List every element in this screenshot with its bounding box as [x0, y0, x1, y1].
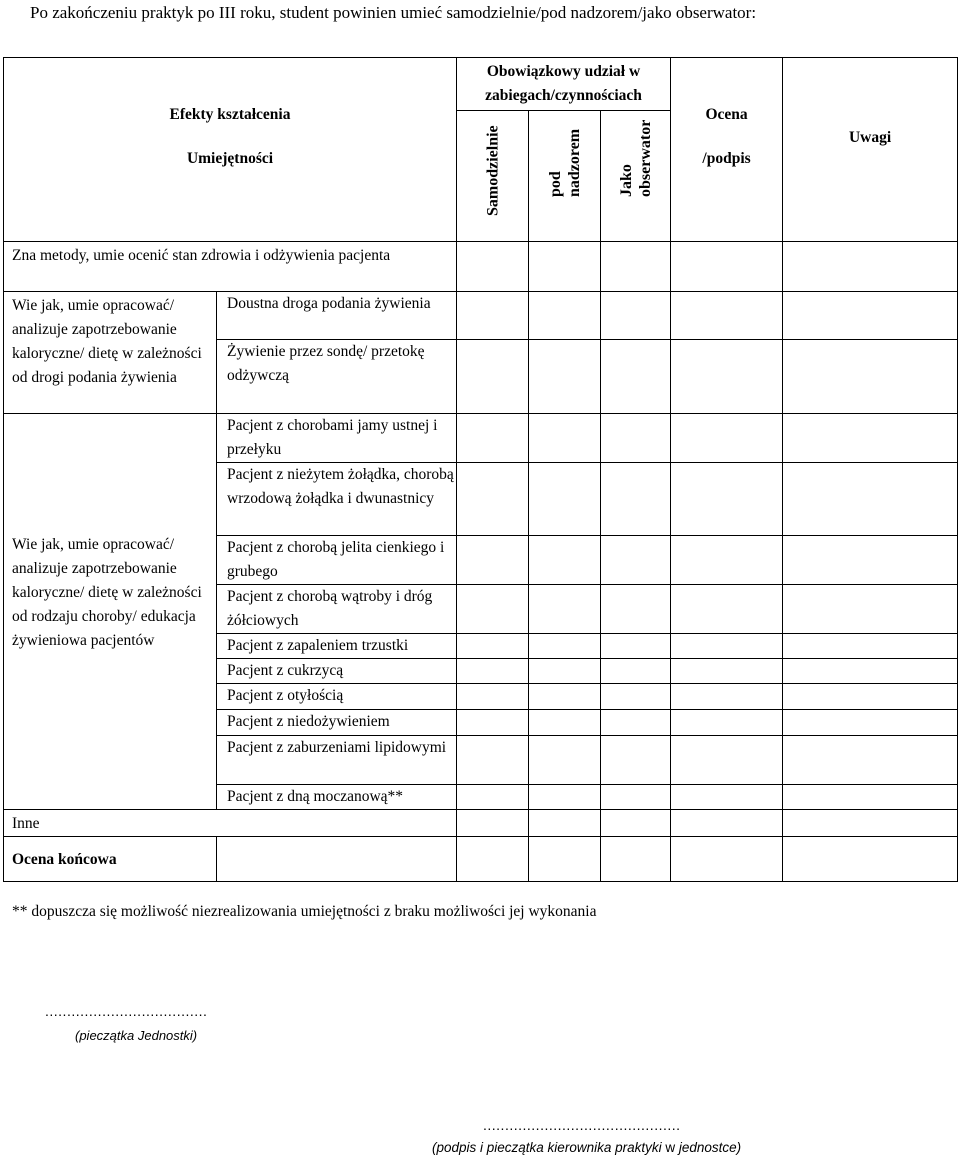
cell-ocena[interactable] [671, 414, 783, 463]
cell-jako-obserwator[interactable] [601, 634, 671, 659]
cell-samodzielnie[interactable] [457, 292, 529, 340]
cell-pod-nadzorem[interactable] [529, 684, 601, 710]
cell-pod-nadzorem[interactable] [529, 340, 601, 414]
row-ocena-koncowa: Ocena końcowa [4, 837, 217, 882]
cell-ocena[interactable] [671, 659, 783, 684]
row-zna-metody: Zna metody, umie ocenić stan zdrowia i odżywienia pacjenta [4, 242, 457, 292]
cell-uwagi[interactable] [783, 414, 958, 463]
cell-pod-nadzorem[interactable] [529, 463, 601, 536]
cell-jako-obserwator[interactable] [601, 292, 671, 340]
cell-uwagi[interactable] [783, 292, 958, 340]
cell-jako-obserwator[interactable] [601, 340, 671, 414]
cell-jako-obserwator[interactable] [601, 837, 671, 882]
cell-uwagi[interactable] [783, 785, 958, 810]
cell-ocena[interactable] [671, 736, 783, 785]
header-efekty-label: Efekty kształcenia [169, 106, 291, 123]
cell-ocena[interactable] [671, 585, 783, 634]
cell-uwagi[interactable] [783, 634, 958, 659]
cell-pod-nadzorem[interactable] [529, 536, 601, 585]
signature-line-supervisor: ............................................. [483, 1117, 681, 1133]
row-group2-item: Pacjent z dną moczanową** [217, 785, 457, 810]
header-jako-obserwator-label: Jako obserwator [617, 119, 654, 197]
row-group2-item: Pacjent z zapaleniem trzustki [217, 634, 457, 659]
header-samodzielnie [457, 111, 529, 242]
row-group2-item: Pacjent z otyłością [217, 684, 457, 710]
row-group1-item: Żywienie przez sondę/ przetokę odżywczą [217, 340, 457, 414]
cell-samodzielnie[interactable] [457, 585, 529, 634]
cell-ocena[interactable] [671, 463, 783, 536]
row-group2-item: Pacjent z nieżytem żołądka, chorobą wrzodową żołądka i dwunastnicy [217, 463, 457, 536]
cell-pod-nadzorem[interactable] [529, 785, 601, 810]
header-jako-obserwator [601, 111, 671, 242]
cell-pod-nadzorem[interactable] [529, 710, 601, 736]
skills-table [3, 57, 958, 882]
cell-samodzielnie[interactable] [457, 785, 529, 810]
row-group2-item: Pacjent z chorobą wątroby i dróg żółciowych [217, 585, 457, 634]
cell-uwagi[interactable] [783, 837, 958, 882]
cell-pod-nadzorem[interactable] [529, 585, 601, 634]
cell-jako-obserwator[interactable] [601, 414, 671, 463]
cell-ocena[interactable] [671, 837, 783, 882]
cell-jako-obserwator[interactable] [601, 736, 671, 785]
cell-ocena[interactable] [671, 684, 783, 710]
cell-pod-nadzorem[interactable] [529, 242, 601, 292]
header-obowiazkowy: Obowiązkowy udział w zabiegach/czynnościach [457, 58, 671, 111]
cell-ocena[interactable] [671, 810, 783, 837]
cell-pod-nadzorem[interactable] [529, 414, 601, 463]
row-group2-item: Pacjent z zaburzeniami lipidowymi [217, 736, 457, 785]
cell-pod-nadzorem[interactable] [529, 736, 601, 785]
cell-jako-obserwator[interactable] [601, 659, 671, 684]
cell-samodzielnie[interactable] [457, 340, 529, 414]
row-group2-item: Pacjent z chorobą jelita cienkiego i grubego [217, 536, 457, 585]
cell-uwagi[interactable] [783, 463, 958, 536]
cell-samodzielnie[interactable] [457, 634, 529, 659]
cell-jako-obserwator[interactable] [601, 242, 671, 292]
cell-uwagi[interactable] [783, 242, 958, 292]
cell-uwagi[interactable] [783, 736, 958, 785]
row-group2-item: Pacjent z chorobami jamy ustnej i przełyku [217, 414, 457, 463]
cell-samodzielnie[interactable] [457, 242, 529, 292]
cell-uwagi[interactable] [783, 585, 958, 634]
header-pod-nadzorem [529, 111, 601, 242]
cell-jako-obserwator[interactable] [601, 536, 671, 585]
row-group2-item: Pacjent z cukrzycą [217, 659, 457, 684]
cell-uwagi[interactable] [783, 340, 958, 414]
page-heading: Po zakończeniu praktyk po III roku, student powinien umieć samodzielnie/pod nadzorem/jako obserwator: [30, 3, 757, 22]
cell-jako-obserwator[interactable] [601, 684, 671, 710]
footnote: ** dopuszcza się możliwość niezrealizowania umiejętności z braku możliwości jej wykonania [12, 903, 597, 920]
cell-uwagi[interactable] [783, 684, 958, 710]
header-ocena-label: Ocena [705, 106, 748, 123]
cell-samodzielnie[interactable] [457, 536, 529, 585]
header-umiejetnosci-label: Umiejętności [186, 150, 274, 167]
cell-samodzielnie[interactable] [457, 659, 529, 684]
header-ocena [671, 58, 783, 242]
cell-jako-obserwator[interactable] [601, 710, 671, 736]
cell-ocena[interactable] [671, 242, 783, 292]
cell-samodzielnie[interactable] [457, 837, 529, 882]
cell-uwagi[interactable] [783, 536, 958, 585]
cell-jako-obserwator[interactable] [601, 785, 671, 810]
cell-ocena[interactable] [671, 785, 783, 810]
cell-ocena[interactable] [671, 710, 783, 736]
cell-pod-nadzorem[interactable] [529, 810, 601, 837]
cell-samodzielnie[interactable] [457, 414, 529, 463]
cell-uwagi[interactable] [783, 659, 958, 684]
cell-samodzielnie[interactable] [457, 710, 529, 736]
cell-ocena-koncowa-blank [217, 837, 457, 882]
cell-uwagi[interactable] [783, 810, 958, 837]
signature-line-unit: ..................................... [45, 1003, 208, 1019]
header-pod-nadzorem-label: pod nadzorem [546, 128, 583, 197]
unit-stamp-label: (pieczątka Jednostki) [75, 1028, 198, 1043]
cell-pod-nadzorem[interactable] [529, 292, 601, 340]
row-group1-item: Doustna droga podania żywienia [217, 292, 457, 340]
cell-ocena[interactable] [671, 634, 783, 659]
cell-ocena[interactable] [671, 340, 783, 414]
header-podpis-label: /podpis [702, 150, 751, 167]
cell-uwagi[interactable] [783, 710, 958, 736]
cell-samodzielnie[interactable] [457, 736, 529, 785]
cell-pod-nadzorem[interactable] [529, 634, 601, 659]
supervisor-signature-label: (podpis i pieczątka kierownika praktyki w jednostce) [432, 1140, 742, 1155]
cell-samodzielnie[interactable] [457, 684, 529, 710]
row-group2-label: Wie jak, umie opracować/ analizuje zapotrzebowanie kaloryczne/ dietę w zależności od rodzaju choroby/ edukacja żywieniowa pacjentów [4, 414, 217, 810]
cell-pod-nadzorem[interactable] [529, 837, 601, 882]
cell-ocena[interactable] [671, 292, 783, 340]
header-uwagi-label: Uwagi [848, 129, 892, 146]
header-efekty [4, 58, 457, 242]
row-group2-item: Pacjent z niedożywieniem [217, 710, 457, 736]
row-group1-label: Wie jak, umie opracować/ analizuje zapotrzebowanie kaloryczne/ dietę w zależności od drogi podania żywienia [4, 292, 217, 414]
header-uwagi [783, 58, 958, 242]
cell-ocena[interactable] [671, 536, 783, 585]
row-inne: Inne [4, 810, 457, 837]
cell-jako-obserwator[interactable] [601, 585, 671, 634]
cell-jako-obserwator[interactable] [601, 463, 671, 536]
header-samodzielnie-label: Samodzielnie [484, 125, 502, 216]
cell-pod-nadzorem[interactable] [529, 659, 601, 684]
cell-jako-obserwator[interactable] [601, 810, 671, 837]
cell-samodzielnie[interactable] [457, 463, 529, 536]
cell-samodzielnie[interactable] [457, 810, 529, 837]
